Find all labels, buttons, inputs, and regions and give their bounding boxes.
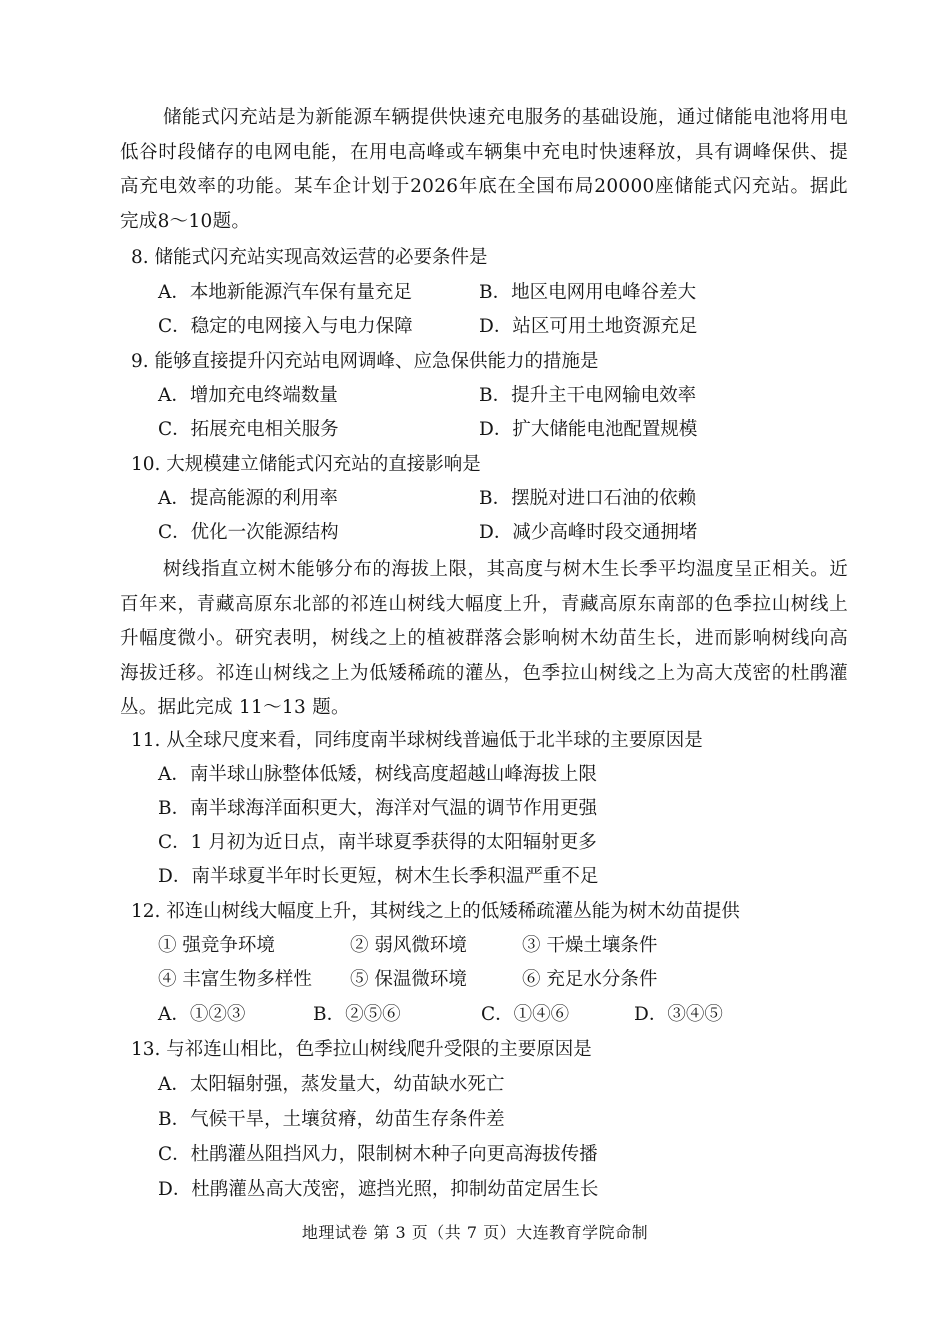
question-12-option-b: B．②⑤⑥ <box>313 1004 401 1025</box>
question-11-option-a: A．南半球山脉整体低矮，树线高度超越山峰海拔上限 <box>158 764 597 785</box>
question-9-option-a: A．增加充电终端数量 <box>158 385 338 406</box>
question-8-option-c: C．稳定的电网接入与电力保障 <box>158 316 413 337</box>
question-13-option-a: A．太阳辐射强，蒸发量大，幼苗缺水死亡 <box>158 1074 505 1095</box>
question-10-option-b: B．摆脱对进口石油的依赖 <box>479 488 697 509</box>
question-8-option-b: B．地区电网用电峰谷差大 <box>479 282 697 303</box>
question-9-option-b: B．提升主干电网输电效率 <box>479 385 697 406</box>
question-13-option-c: C．杜鹃灌丛阻挡风力，限制树木种子向更高海拔传播 <box>158 1144 598 1165</box>
question-8-option-d: D．站区可用土地资源充足 <box>479 316 698 337</box>
passage-energy-storage: 储能式闪充站是为新能源车辆提供快速充电服务的基础设施，通过储能电池将用电低谷时段储存的电网电能，在用电高峰或车辆集中充电时快速释放，具有调峰保供、提高充电效率的功能。某车企计划于2026年底在全国布局20000座储能式闪充站。据此完成8～10题。 <box>120 107 848 232</box>
question-12-item-5: ⑤ 保温微环境 <box>350 969 467 990</box>
question-11-stem: 11. 从全球尺度来看，同纬度南半球树线普遍低于北半球的主要原因是 <box>131 730 703 751</box>
question-12-item-4: ④ 丰富生物多样性 <box>158 969 312 990</box>
question-13-stem: 13. 与祁连山相比，色季拉山树线爬升受限的主要原因是 <box>131 1039 592 1060</box>
question-10-option-d: D．减少高峰时段交通拥堵 <box>479 522 698 543</box>
question-12-item-3: ③ 干燥土壤条件 <box>522 935 658 956</box>
question-11-option-b: B．南半球海洋面积更大，海洋对气温的调节作用更强 <box>158 798 598 819</box>
question-12-option-d: D．③④⑤ <box>634 1004 723 1025</box>
question-12-option-a: A．①②③ <box>158 1004 246 1025</box>
passage-treeline: 树线指直立树木能够分布的海拔上限，其高度与树木生长季平均温度呈正相关。近百年来，青藏高原东北部的祁连山树线大幅度上升，青藏高原东南部的色季拉山树线上升幅度微小。研究表明，树线之上的植被群落会影响树木幼苗生长，进而影响树线向高海拔迁移。祁连山树线之上为低矮稀疏的灌丛，色季拉山树线之上为高大茂密的杜鹃灌丛。据此完成 11～13 题。 <box>120 559 848 718</box>
question-13-option-b: B．气候干旱，土壤贫瘠，幼苗生存条件差 <box>158 1109 505 1130</box>
question-8-option-a: A．本地新能源汽车保有量充足 <box>158 282 412 303</box>
question-10-stem: 10. 大规模建立储能式闪充站的直接影响是 <box>131 454 481 475</box>
page-footer: 地理试卷 第 3 页（共 7 页）大连教育学院命制 <box>301 1223 649 1242</box>
question-12-item-1: ① 强竞争环境 <box>158 935 275 956</box>
question-11-option-c: C．1 月初为近日点，南半球夏季获得的太阳辐射更多 <box>158 832 597 853</box>
question-10-option-a: A．提高能源的利用率 <box>158 488 338 509</box>
question-12-option-c: C．①④⑥ <box>481 1004 570 1025</box>
question-12-item-6: ⑥ 充足水分条件 <box>522 969 658 990</box>
question-12-stem: 12. 祁连山树线大幅度上升，其树线之上的低矮稀疏灌丛能为树木幼苗提供 <box>131 901 740 922</box>
question-9-stem: 9. 能够直接提升闪充站电网调峰、应急保供能力的措施是 <box>131 351 599 372</box>
question-13-option-d: D．杜鹃灌丛高大茂密，遮挡光照，抑制幼苗定居生长 <box>158 1179 599 1200</box>
question-10-option-c: C．优化一次能源结构 <box>158 522 339 543</box>
question-9-option-c: C．拓展充电相关服务 <box>158 419 339 440</box>
question-9-option-d: D．扩大储能电池配置规模 <box>479 419 698 440</box>
question-8-stem: 8. 储能式闪充站实现高效运营的必要条件是 <box>131 247 488 268</box>
question-12-item-2: ② 弱风微环境 <box>350 935 467 956</box>
question-11-option-d: D．南半球夏半年时长更短，树木生长季积温严重不足 <box>158 866 599 887</box>
